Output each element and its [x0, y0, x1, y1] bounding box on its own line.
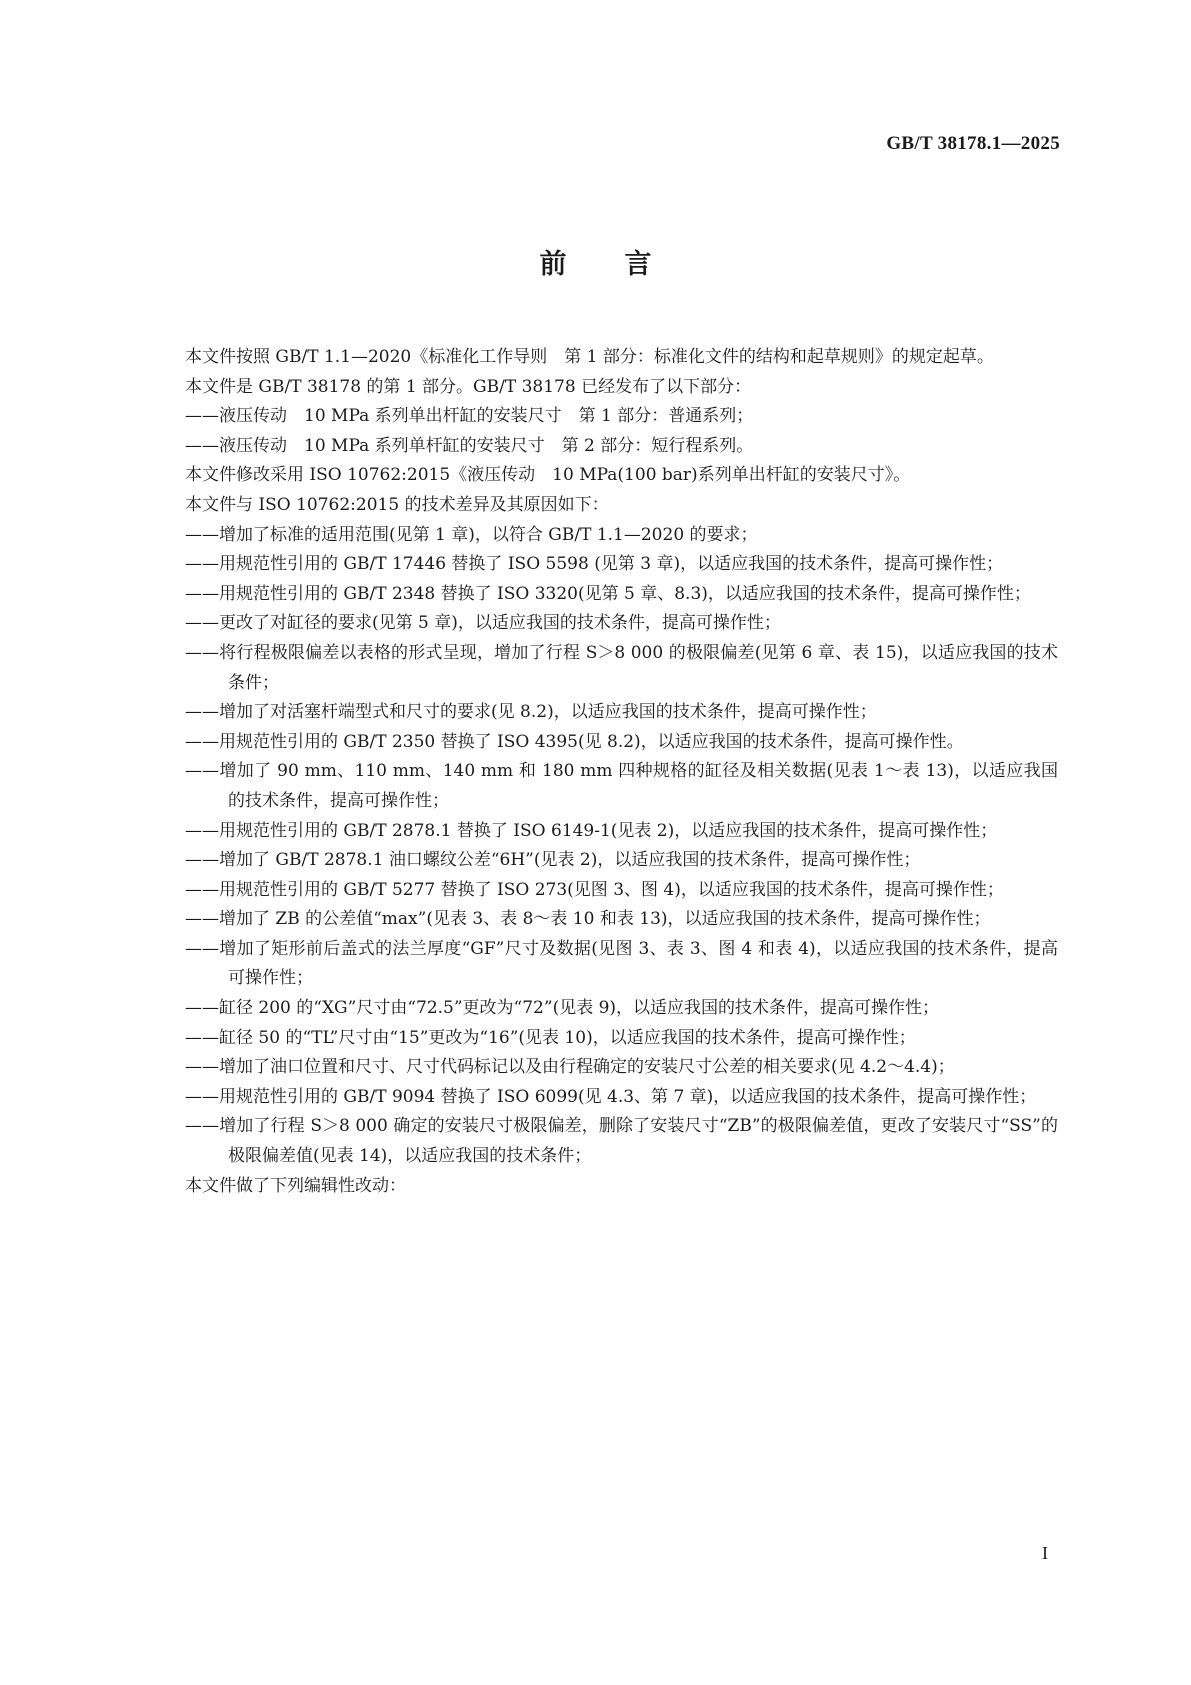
- list-item: ——用规范性引用的 GB/T 5277 替换了 ISO 273(见图 3、图 4)，以适应我国的技术条件，提高可操作性；: [185, 879, 1004, 900]
- list-item: ——增加了 GB/T 2878.1 油口螺纹公差“6H”(见表 2)，以适应我国的技术条件，提高可操作性；: [185, 850, 921, 871]
- list-item-dash: ——液压传动 10 MPa 系列单杆缸的安装尺寸 第 2 部分：短行程系列。: [185, 435, 754, 456]
- paragraph: 本文件修改采用 ISO 10762:2015《液压传动 10 MPa(100 bar)系列单出杆缸的安装尺寸》。: [185, 465, 911, 486]
- list-item: ——缸径 200 的“XG”尺寸由“72.5”更改为“72”(见表 9)，以适应我国的技术条件，提高可操作性；: [185, 998, 940, 1019]
- paragraph: 本文件做了下列编辑性改动：: [185, 1175, 406, 1196]
- standard-code: GB/T 38178.1—2025: [886, 133, 1060, 154]
- paragraph: 本文件与 ISO 10762:2015 的技术差异及其原因如下：: [185, 494, 609, 515]
- list-item: ——增加了行程 S＞8 000 确定的安装尺寸极限偏差，删除了安装尺寸“ZB”的极限偏差值，更改了安装尺寸“SS”的极限偏差值(见表 14)，以适应我国的技术条件；: [185, 1116, 1058, 1167]
- list-item: ——增加了 90 mm、110 mm、140 mm 和 180 mm 四种规格的缸径及相关数据(见表 1～表 13)，以适应我国的技术条件，提高可操作性；: [185, 761, 1058, 811]
- list-item: ——用规范性引用的 GB/T 2348 替换了 ISO 3320(见第 5 章、8.3)，以适应我国的技术条件，提高可操作性；: [185, 583, 1031, 604]
- list-item: ——增加了对活塞杆端型式和尺寸的要求(见 8.2)，以适应我国的技术条件，提高可操作性；: [185, 702, 877, 723]
- list-item: ——用规范性引用的 GB/T 2350 替换了 ISO 4395(见 8.2)，以适应我国的技术条件，提高可操作性。: [185, 731, 964, 752]
- page-title: 前言: [539, 249, 710, 280]
- document-body: [144, 343, 1058, 1201]
- list-item: ——用规范性引用的 GB/T 2878.1 替换了 ISO 6149-1(见表 2)，以适应我国的技术条件，提高可操作性；: [185, 820, 998, 841]
- list-item: ——用规范性引用的 GB/T 9094 替换了 ISO 6099(见 4.3、第 7 章)，以适应我国的技术条件，提高可操作性；: [185, 1086, 1037, 1107]
- paragraph: 本文件是 GB/T 38178 的第 1 部分。GB/T 38178 已经发布了以下部分：: [185, 376, 752, 397]
- list-item: ——增加了 ZB 的公差值“max”(见表 3、表 8～表 10 和表 13)，以适应我国的技术条件，提高可操作性；: [185, 909, 991, 930]
- list-item: ——更改了对缸径的要求(见第 5 章)，以适应我国的技术条件，提高可操作性；: [185, 613, 781, 634]
- list-item: ——将行程极限偏差以表格的形式呈现，增加了行程 S＞8 000 的极限偏差(见第 6 章、表 15)，以适应我国的技术条件；: [185, 642, 1058, 693]
- list-item: ——增加了矩形前后盖式的法兰厚度“GF”尺寸及数据(见图 3、表 3、图 4 和表 4)，以适应我国的技术条件，提高可操作性；: [185, 938, 1058, 989]
- page-number: I: [1042, 1543, 1048, 1563]
- list-item-dash: ——液压传动 10 MPa 系列单出杆缸的安装尺寸 第 1 部分：普通系列；: [185, 406, 754, 427]
- list-item: ——缸径 50 的“TL”尺寸由“15”更改为“16”(见表 10)，以适应我国的技术条件，提高可操作性；: [185, 1027, 916, 1048]
- list-item: ——增加了标准的适用范围(见第 1 章)，以符合 GB/T 1.1—2020 的要求；: [185, 524, 758, 545]
- list-item: ——用规范性引用的 GB/T 17446 替换了 ISO 5598 (见第 3 章)，以适应我国的技术条件，提高可操作性；: [185, 554, 1004, 575]
- paragraph: 本文件按照 GB/T 1.1—2020《标准化工作导则 第 1 部分：标准化文件的结构和起草规则》的规定起草。: [185, 347, 994, 367]
- list-item: ——增加了油口位置和尺寸、尺寸代码标记以及由行程确定的安装尺寸公差的相关要求(见 4.2～4.4)；: [185, 1057, 955, 1078]
